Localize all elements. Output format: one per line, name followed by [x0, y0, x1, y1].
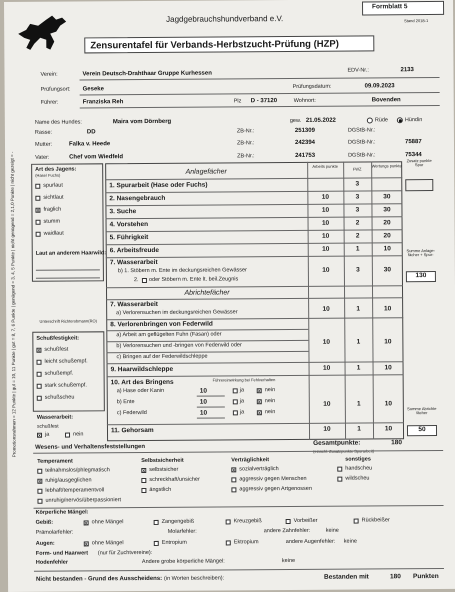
augenfehler-label: andere Augenfehler:	[285, 538, 336, 546]
a10-ente-ja-checkbox[interactable]	[233, 399, 238, 404]
leicht-schussempf-checkbox[interactable]	[36, 360, 41, 365]
koerper-heading: Körperliche Mängel:	[35, 509, 89, 516]
a8-b: b) Verlorensuchen und -bringen von Federwild oder	[116, 342, 242, 350]
temp-teilnahmslos-label: teilnahmslos/phlegmatisch	[45, 467, 110, 474]
a9-label: 9. Haarwildschleppe	[110, 365, 174, 374]
aggr-menschen-checkbox[interactable]	[231, 477, 236, 482]
form-sub: (nur für Zuchtvereine):	[97, 549, 153, 557]
a10-federwild-ja-label: ja	[239, 409, 245, 416]
dgstb-vater-value: 75344	[405, 152, 422, 159]
a10-ente-nein-label: nein	[264, 398, 276, 405]
a10-hase-value: 10	[199, 387, 207, 395]
a8-a: a) Arbeit am geflügelten Fuhn (Fasan) oder	[116, 331, 222, 339]
praemolar-label: Prämolarfehler:	[35, 529, 74, 536]
a9-ap: 10	[322, 364, 331, 372]
row-nasengebrauch-fwz: 3	[355, 193, 360, 201]
edv-value: 2133	[400, 67, 414, 74]
a10-federwild-label: c) Federwild	[116, 410, 147, 417]
schreckhaft-label: schreckhaft/unsicher	[149, 476, 200, 483]
gebiss-vorbeisser-checkbox[interactable]	[286, 519, 291, 524]
verein-label: Verein:	[40, 71, 58, 78]
temp-unruhig-checkbox[interactable]	[37, 499, 42, 504]
temp-lebhaft-label: lebhaft/temperamentvoll	[45, 487, 105, 494]
vertrag-heading: Verträglichkeit	[231, 457, 270, 464]
row-vorstehen-ap: 10	[321, 219, 330, 227]
row-nasengebrauch-ap: 10	[321, 193, 330, 201]
a10-ente-nein-checkbox[interactable]: x	[257, 399, 261, 406]
zb-label: ZB-Nr.:	[236, 128, 255, 135]
zb-vater-value: 241753	[295, 152, 316, 159]
wasser-nein-checkbox[interactable]	[65, 433, 70, 438]
a10-federwild-nein-checkbox[interactable]: x	[257, 410, 261, 417]
wasser7-wp: 30	[383, 266, 392, 274]
a10-federwild-value: 10	[199, 409, 208, 417]
augen-ohne-checkbox[interactable]: x	[84, 541, 88, 548]
ruede-label: Rüde	[374, 117, 389, 124]
wasser7-b2-num: 2.	[133, 277, 139, 284]
dgstb-mutter-value: 75887	[404, 139, 422, 146]
a10-hase-ja-checkbox[interactable]	[233, 388, 238, 393]
wasser-nein-label: nein	[73, 431, 84, 438]
gebiss-rueckbeisser-label: Rückbeißer	[361, 517, 390, 524]
gebiss-label: Gebiß:	[35, 519, 54, 526]
a7-ap: 10	[322, 305, 330, 313]
nicht-bestanden-label: Nicht bestanden - Grund des Ausscheidens:	[36, 575, 163, 583]
art-spurlaut-label: spurlaut	[43, 182, 63, 189]
unterschrift-label: Unterschrift Richterobmann(RO)	[39, 318, 97, 324]
vater-label: Vater:	[35, 154, 50, 161]
molar-label: Molarfehler:	[167, 528, 197, 535]
a10-ente-value: 10	[199, 398, 208, 406]
leicht-schussempf-label: leicht schußempf.	[44, 358, 88, 365]
running-dog-logo-icon	[16, 12, 68, 52]
schussscheu-label: schußscheu	[44, 394, 75, 401]
schussscheu-checkbox[interactable]	[37, 396, 42, 401]
sonstiges-heading: sonstiges	[345, 456, 371, 463]
gebiss-kreuz-checkbox[interactable]	[226, 519, 231, 524]
gebiss-kreuz-label: Kreuzgebiß	[233, 518, 262, 525]
temp-lebhaft-checkbox[interactable]	[37, 489, 42, 494]
temp-unruhig-label: unruhig/nervös/überpassioniert	[45, 497, 122, 504]
a7-sub: a) Verlorensuchen im deckungsreichen Gewässer	[116, 309, 238, 317]
wasser7-ap: 10	[322, 266, 330, 274]
page-title: Zensurentafel für Verbands-Herbstzucht-Prüfung (HZP)	[90, 38, 339, 52]
a8-ap: 10	[322, 338, 331, 346]
zusatz-box	[405, 179, 433, 191]
row-nasengebrauch-wp: 30	[383, 193, 391, 201]
gesamt-note: (einschl. Zusatzpunkte Spurarbeit)	[313, 448, 375, 454]
a10-ap: 10	[323, 400, 331, 408]
mutter-label: Mutter:	[34, 141, 53, 148]
stark-schussempf-checkbox[interactable]	[37, 384, 42, 389]
form-label: Form- und Haarwert	[35, 550, 89, 557]
row-spurarbeit-fwz: 3	[355, 180, 360, 188]
zahnfehler-label: andere Zahnfehler:	[263, 527, 311, 535]
row-suche-wp: 30	[383, 206, 391, 214]
row-vorstehen-wp: 20	[383, 219, 391, 227]
art-waidlaut-checkbox[interactable]	[36, 232, 41, 237]
a8-c: c) Bringen auf der Federwildschleppe	[116, 353, 208, 361]
wasser7-label: 7. Wasserarbeit	[109, 258, 158, 267]
a10-wp: 10	[384, 400, 392, 408]
bestanden-punkte: 180	[389, 573, 401, 581]
verein-value: Verein Deutsch-Drahthaar Gruppe Kurhessen	[82, 70, 212, 78]
dgstb-vater-label: DGStB-Nr.:	[348, 152, 376, 159]
a10-ente-ja-label: ja	[239, 398, 245, 405]
summe-anlage-label: Summe Anlage- fächer + Spur-	[406, 247, 435, 258]
fuehrer-label: Führer:	[40, 99, 59, 106]
sozialvertraeglich-checkbox[interactable]: x	[232, 467, 236, 474]
wasser7-b1: b) 1. Stöbern m. Ente im deckungsreichen Gewässer	[117, 267, 247, 275]
a10-federwild-nein-label: nein	[264, 409, 276, 416]
a7-label: 7. Wasserarbeit	[110, 300, 158, 309]
gew-value: 21.05.2022	[305, 117, 336, 124]
a8-wp: 10	[384, 338, 392, 346]
zahnfehler-value: keine	[325, 527, 339, 534]
col-zusatz: Zusatz punkte Spur	[406, 158, 432, 168]
abrichte-heading: Abrichtefächer	[184, 289, 230, 297]
temperament-heading: Temperament	[37, 458, 73, 465]
augen-entropium-label: Entropium	[161, 539, 187, 546]
summe-anlage-value: 130	[415, 272, 427, 280]
formblatt-label: Formblatt 5	[372, 3, 408, 11]
a8-fwz: 1	[356, 338, 361, 346]
laut-anderem-label: Laut an anderem Haarwild:	[35, 250, 107, 257]
stark-schussempf-label: stark schußempf.	[44, 382, 87, 389]
a9-wp: 10	[384, 364, 392, 372]
aggr-menschen-label: aggressiv gegen Menschen	[239, 475, 307, 483]
datum-label: Prüfungsdatum:	[292, 83, 332, 90]
row-vorstehen-fwz: 2	[355, 219, 360, 227]
worten-label: (in Worten beschreiben):	[164, 575, 225, 582]
summe-abricht-value: 50	[418, 426, 426, 434]
augen-ektropium-checkbox[interactable]	[226, 540, 231, 545]
temp-teilnahmslos-checkbox[interactable]	[37, 469, 42, 474]
gebiss-zangen-checkbox[interactable]	[154, 520, 159, 525]
a10-hase-nein-label: nein	[264, 387, 276, 394]
a10-ente-label: b) Ente	[116, 399, 135, 406]
form-sheet	[4, 0, 455, 592]
wasserarbeit-label: Wasserarbeit:	[36, 414, 74, 421]
huendin-radio[interactable]	[397, 117, 403, 123]
wohnort-label: Wohnort:	[293, 97, 316, 104]
schuss-label: Schußfestigkeit:	[36, 335, 80, 342]
sozialvertraeglich-label: sozialverträglich	[239, 466, 279, 473]
a11-wp: 10	[384, 425, 393, 433]
summe-abricht-label: Summe Abrichte fächer	[407, 405, 437, 416]
temp-ruhig-label: ruhig/ausgeglichen	[45, 477, 92, 484]
vater-value: Chef vom Wiedfeld	[69, 154, 124, 161]
stand-label: Stand 2018-1	[404, 18, 429, 24]
zb-mutter-label: ZB-Nr.:	[236, 140, 255, 147]
gebiss-ohne-checkbox[interactable]: x	[84, 520, 88, 527]
a11-label: 11. Gehorsam	[110, 426, 154, 435]
selbstsicher-label: selbstsicher	[149, 466, 179, 473]
a10-hase-label: a) Hase oder Kanin	[116, 387, 165, 395]
grobe-value: keine	[281, 557, 296, 565]
huendin-label: Hündin	[404, 117, 423, 124]
wildscheu-checkbox[interactable]	[337, 477, 342, 482]
gesamt-value: 180	[391, 439, 402, 447]
row-arbeitsfreude-wp: 10	[383, 245, 391, 253]
a11-ap: 10	[323, 425, 331, 433]
selbstsicher-checkbox[interactable]: x	[142, 468, 146, 475]
row-vorstehen-label: 4. Vorstehen	[109, 220, 149, 229]
dgstb-label: DGStB-Nr.:	[347, 127, 376, 134]
wasser7-zeugnis-checkbox[interactable]	[142, 278, 147, 283]
aggr-artgenossen-label: aggressiv gegen Artgenossen	[239, 485, 312, 493]
row-fuehrigkeit-fwz: 2	[355, 232, 360, 240]
a10-hase-ja-label: ja	[239, 387, 245, 394]
handscheu-label: handscheu	[345, 465, 373, 472]
wasser-ja-checkbox[interactable]: x	[38, 432, 41, 439]
row-nasengebrauch-label: 2. Nasengebrauch	[109, 194, 166, 203]
plz-value: D - 37120	[250, 98, 278, 105]
hund-label: Name des Hundes:	[34, 119, 82, 126]
gew-label: gew.	[289, 117, 302, 125]
schussempf-label: schußempf.	[44, 370, 74, 377]
gebiss-ohne-label: ohne Mängel	[91, 519, 124, 526]
art-jagens-label: Art des Jagens:	[35, 166, 77, 173]
wohnort-value: Bovenden	[371, 97, 401, 104]
col-arbeitspunkte: Arbeits punkte	[312, 163, 338, 169]
plz-label: Plz	[233, 98, 242, 105]
aggr-artgenossen-checkbox[interactable]	[231, 487, 236, 492]
augen-label: Augen:	[35, 540, 55, 547]
a10-label: 10. Art des Bringens	[110, 378, 174, 387]
org-name: Jagdgebrauchshundverband e.V.	[166, 14, 284, 24]
a10-federwild-ja-checkbox[interactable]	[233, 410, 238, 415]
anlagefaecher-heading: Anlagefächer	[185, 168, 227, 176]
a10-fwz: 1	[356, 400, 361, 408]
punkte-label: Punkten	[412, 572, 439, 581]
gebiss-vorbeisser-label: Vorbeißer	[293, 517, 318, 524]
scale-side-text: Promotionsrahmen = 12 Punkte | gut = 10, 11 Punkte | gut = 8, 7, 6 Punkte | genügend = 3, 4, 5 Punkte | nicht genügend = 2,1,0 Punkte | nicht gezeigt = -	[9, 151, 17, 458]
row-suche-ap: 10	[321, 206, 330, 214]
art-waidlaut-label: waidlaut	[43, 230, 64, 237]
art-sichtlaut-checkbox[interactable]	[35, 196, 40, 201]
wasser7-fwz: 3	[356, 266, 360, 274]
handscheu-checkbox[interactable]	[337, 467, 342, 472]
a7-wp: 10	[384, 305, 392, 313]
aengstlich-checkbox[interactable]	[141, 488, 146, 493]
augen-ohne-label: ohne Mängel	[91, 540, 124, 547]
augen-ektropium-label: Ektropium	[233, 539, 259, 546]
row-suche-label: 3. Suche	[109, 208, 137, 216]
wasser-schussfest-label: schußfest	[36, 423, 59, 430]
wasser7-b2: oder Stöbern m. Ente lt. beil.Zeugnis	[148, 276, 239, 283]
wasser-ja-label: ja	[45, 431, 50, 438]
row-fuehrigkeit-label: 5. Führigkeit	[109, 233, 149, 242]
a10-fuehrer-label: Führereinwirkung bei Fehlverhalten	[212, 377, 276, 383]
row-spurarbeit-label: 1. Spurarbeit (Hase oder Fuchs)	[109, 181, 208, 190]
datum-value: 09.09.2023	[364, 83, 395, 90]
hund-value: Maira vom Dörnberg	[112, 118, 172, 126]
ruede-radio[interactable]	[367, 117, 373, 123]
schussfest-label: schußfest	[44, 346, 69, 353]
aengstlich-label: ängstlich	[149, 486, 172, 493]
zb-hund-value: 251309	[294, 127, 315, 134]
a8-label: 8. Verlorenbringen von Federwild	[110, 320, 213, 329]
col-fwz: FWZ	[352, 166, 362, 172]
mutter-value: Falka v. Heede	[68, 141, 111, 148]
dgstb-mutter-label: DGStB-Nr.:	[347, 139, 376, 146]
row-arbeitsfreude-label: 6. Arbeitsfreude	[109, 246, 160, 255]
art-stumm-checkbox[interactable]	[36, 220, 41, 225]
pruefungsort-value: Geseke	[82, 86, 104, 93]
rasse-value: DD	[86, 129, 96, 136]
hoden-label: Hodenfehler	[35, 559, 69, 566]
grobe-label: Andere grobe körperliche Mängel:	[141, 558, 225, 566]
art-stumm-label: stumm	[43, 218, 61, 225]
a9-fwz: 1	[356, 364, 361, 372]
augenfehler-value: keine	[343, 538, 357, 545]
wildscheu-label: wildscheu	[345, 475, 370, 482]
gesamt-label: Gesamtpunkte:	[313, 439, 361, 447]
a11-fwz: 1	[357, 425, 361, 433]
augen-entropium-checkbox[interactable]	[154, 541, 159, 546]
gebiss-zangen-label: Zangengebiß	[161, 518, 195, 525]
row-suche-fwz: 3	[355, 206, 360, 214]
rasse-label: Rasse:	[34, 129, 53, 136]
art-sichtlaut-label: sichtlaut	[43, 194, 64, 201]
schreckhaft-checkbox[interactable]	[141, 478, 146, 483]
gebiss-rueckbeisser-checkbox[interactable]	[354, 519, 359, 524]
a7-fwz: 1	[356, 305, 360, 313]
art-fraglich-label: fraglich	[43, 206, 62, 213]
zb-mutter-value: 242394	[294, 139, 316, 146]
art-jagens-box	[31, 163, 107, 281]
art-fraglich-checkbox[interactable]: x	[36, 207, 40, 214]
edv-label: EDV-Nr.:	[347, 67, 369, 74]
art-spurlaut-checkbox[interactable]	[35, 184, 40, 189]
art-jagens-sub: (Hase/ Fuchs)	[35, 172, 61, 178]
bestanden-label: Bestanden mit	[323, 573, 369, 581]
zb-vater-label: ZB-Nr.:	[237, 153, 255, 160]
row-arbeitsfreude-ap: 10	[322, 245, 330, 253]
row-arbeitsfreude-fwz: 1	[355, 245, 360, 253]
fuehrer-value: Franziska Reh	[82, 99, 124, 106]
selbst-heading: Selbstsicherheit	[141, 457, 184, 465]
col-wertung: Wertungs punkte	[371, 163, 402, 169]
a10-hase-nein-checkbox[interactable]: x	[257, 388, 261, 395]
row-fuehrigkeit-wp: 20	[383, 232, 391, 240]
schussfest-checkbox[interactable]: x	[37, 347, 41, 354]
row-fuehrigkeit-ap: 10	[321, 232, 330, 240]
schussempf-checkbox[interactable]	[37, 372, 42, 377]
temp-ruhig-checkbox[interactable]: x	[38, 478, 42, 485]
pruefungsort-label: Prüfungsort:	[40, 86, 71, 93]
wesens-heading: Wesens- und Verhaltensfeststellungen	[35, 444, 146, 451]
